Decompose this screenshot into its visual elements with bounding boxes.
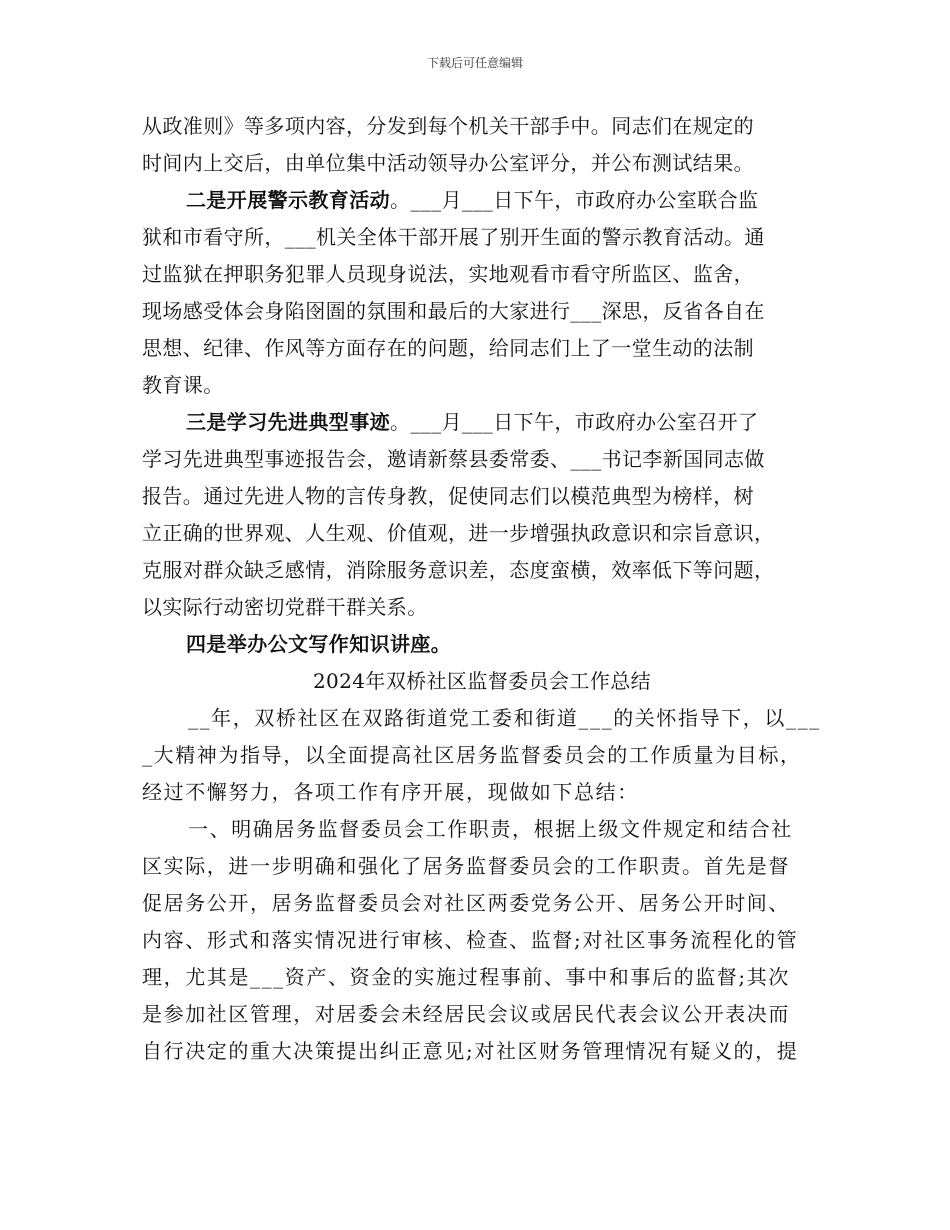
text-line: 是参加社区管理，对居委会未经居民会议或居民代表会议公开表决而 [142, 1002, 790, 1026]
text-line: 学习先进典型事迹报告会，邀请新蔡县委常委、___书记李新国同志做 [142, 447, 765, 471]
paragraph-heading: 三是学习先进典型事迹 [186, 410, 390, 434]
paragraph-heading: 二是开展警示教育活动 [186, 188, 390, 212]
text-line: 报告。通过先进人物的言传身教，促使同志们以模范典型为榜样，树 [142, 484, 754, 508]
text-line: 经过不懈努力，各项工作有序开展，现做如下总结： [142, 780, 639, 804]
text-line: 以实际行动密切党群干群关系。 [142, 595, 428, 619]
text-line: 立正确的世界观、人生观、价值观，进一步增强执政意识和宗旨意识， [142, 521, 775, 545]
text-line: __年，双桥社区在双路街道党工委和街道___的关怀指导下，以___ [188, 706, 821, 730]
text-line: 教育课。 [142, 373, 224, 397]
paragraph-heading: 四是举办公文写作知识讲座。 [186, 632, 452, 656]
document-body [142, 108, 822, 1070]
text-line: _大精神为指导，以全面提高社区居务监督委员会的工作质量为目标， [142, 743, 802, 767]
page-header: 下载后可任意编辑 [426, 56, 523, 70]
text-line: 理，尤其是___资产、资金的实施过程事前、事中和事后的监督;其次 [142, 965, 790, 989]
text-line: 内容、形式和落实情况进行审核、检查、监督;对社区事务流程化的管 [142, 928, 799, 952]
text-line: 自行决定的重大决策提出纠正意见;对社区财务管理情况有疑义的，提 [142, 1039, 799, 1063]
text-line: 一、明确居务监督委员会工作职责，根据上级文件规定和结合社 [188, 817, 793, 841]
paragraph-first-line [142, 404, 822, 441]
text-line: 现场感受体会身陷囹圄的氛围和最后的大家进行___深思，反省各自在 [142, 299, 765, 323]
paragraph-first-line [142, 182, 822, 219]
text-line: 时间内上交后，由单位集中活动领导办公室评分，并公布测试结果。 [142, 151, 754, 175]
text-line: 从政准则》等多项内容，分发到每个机关干部手中。同志们在规定的 [142, 114, 754, 138]
text-line: 促居务公开，居务监督委员会对社区两委党务公开、居务公开时间、 [142, 891, 790, 915]
document-title: 2024年双桥社区监督委员会工作总结 [312, 669, 652, 693]
text-line: 过监狱在押职务犯罪人员现身说法，实地观看市看守所监区、监舍， [142, 262, 754, 286]
paragraph-text: 。___月___日下午，市政府办公室召开了 [390, 410, 759, 434]
paragraph-text: 。___月___日下午，市政府办公室联合监 [390, 188, 759, 212]
text-line: 区实际，进一步明确和强化了居务监督委员会的工作职责。首先是督 [142, 854, 790, 878]
text-line: 思想、纪律、作风等方面存在的问题，给同志们上了一堂生动的法制 [142, 336, 754, 360]
text-line: 狱和市看守所，___机关全体干部开展了别开生面的警示教育活动。通 [142, 225, 765, 249]
text-line: 克服对群众缺乏感情，消除服务意识差，态度蛮横，效率低下等问题， [142, 558, 775, 582]
